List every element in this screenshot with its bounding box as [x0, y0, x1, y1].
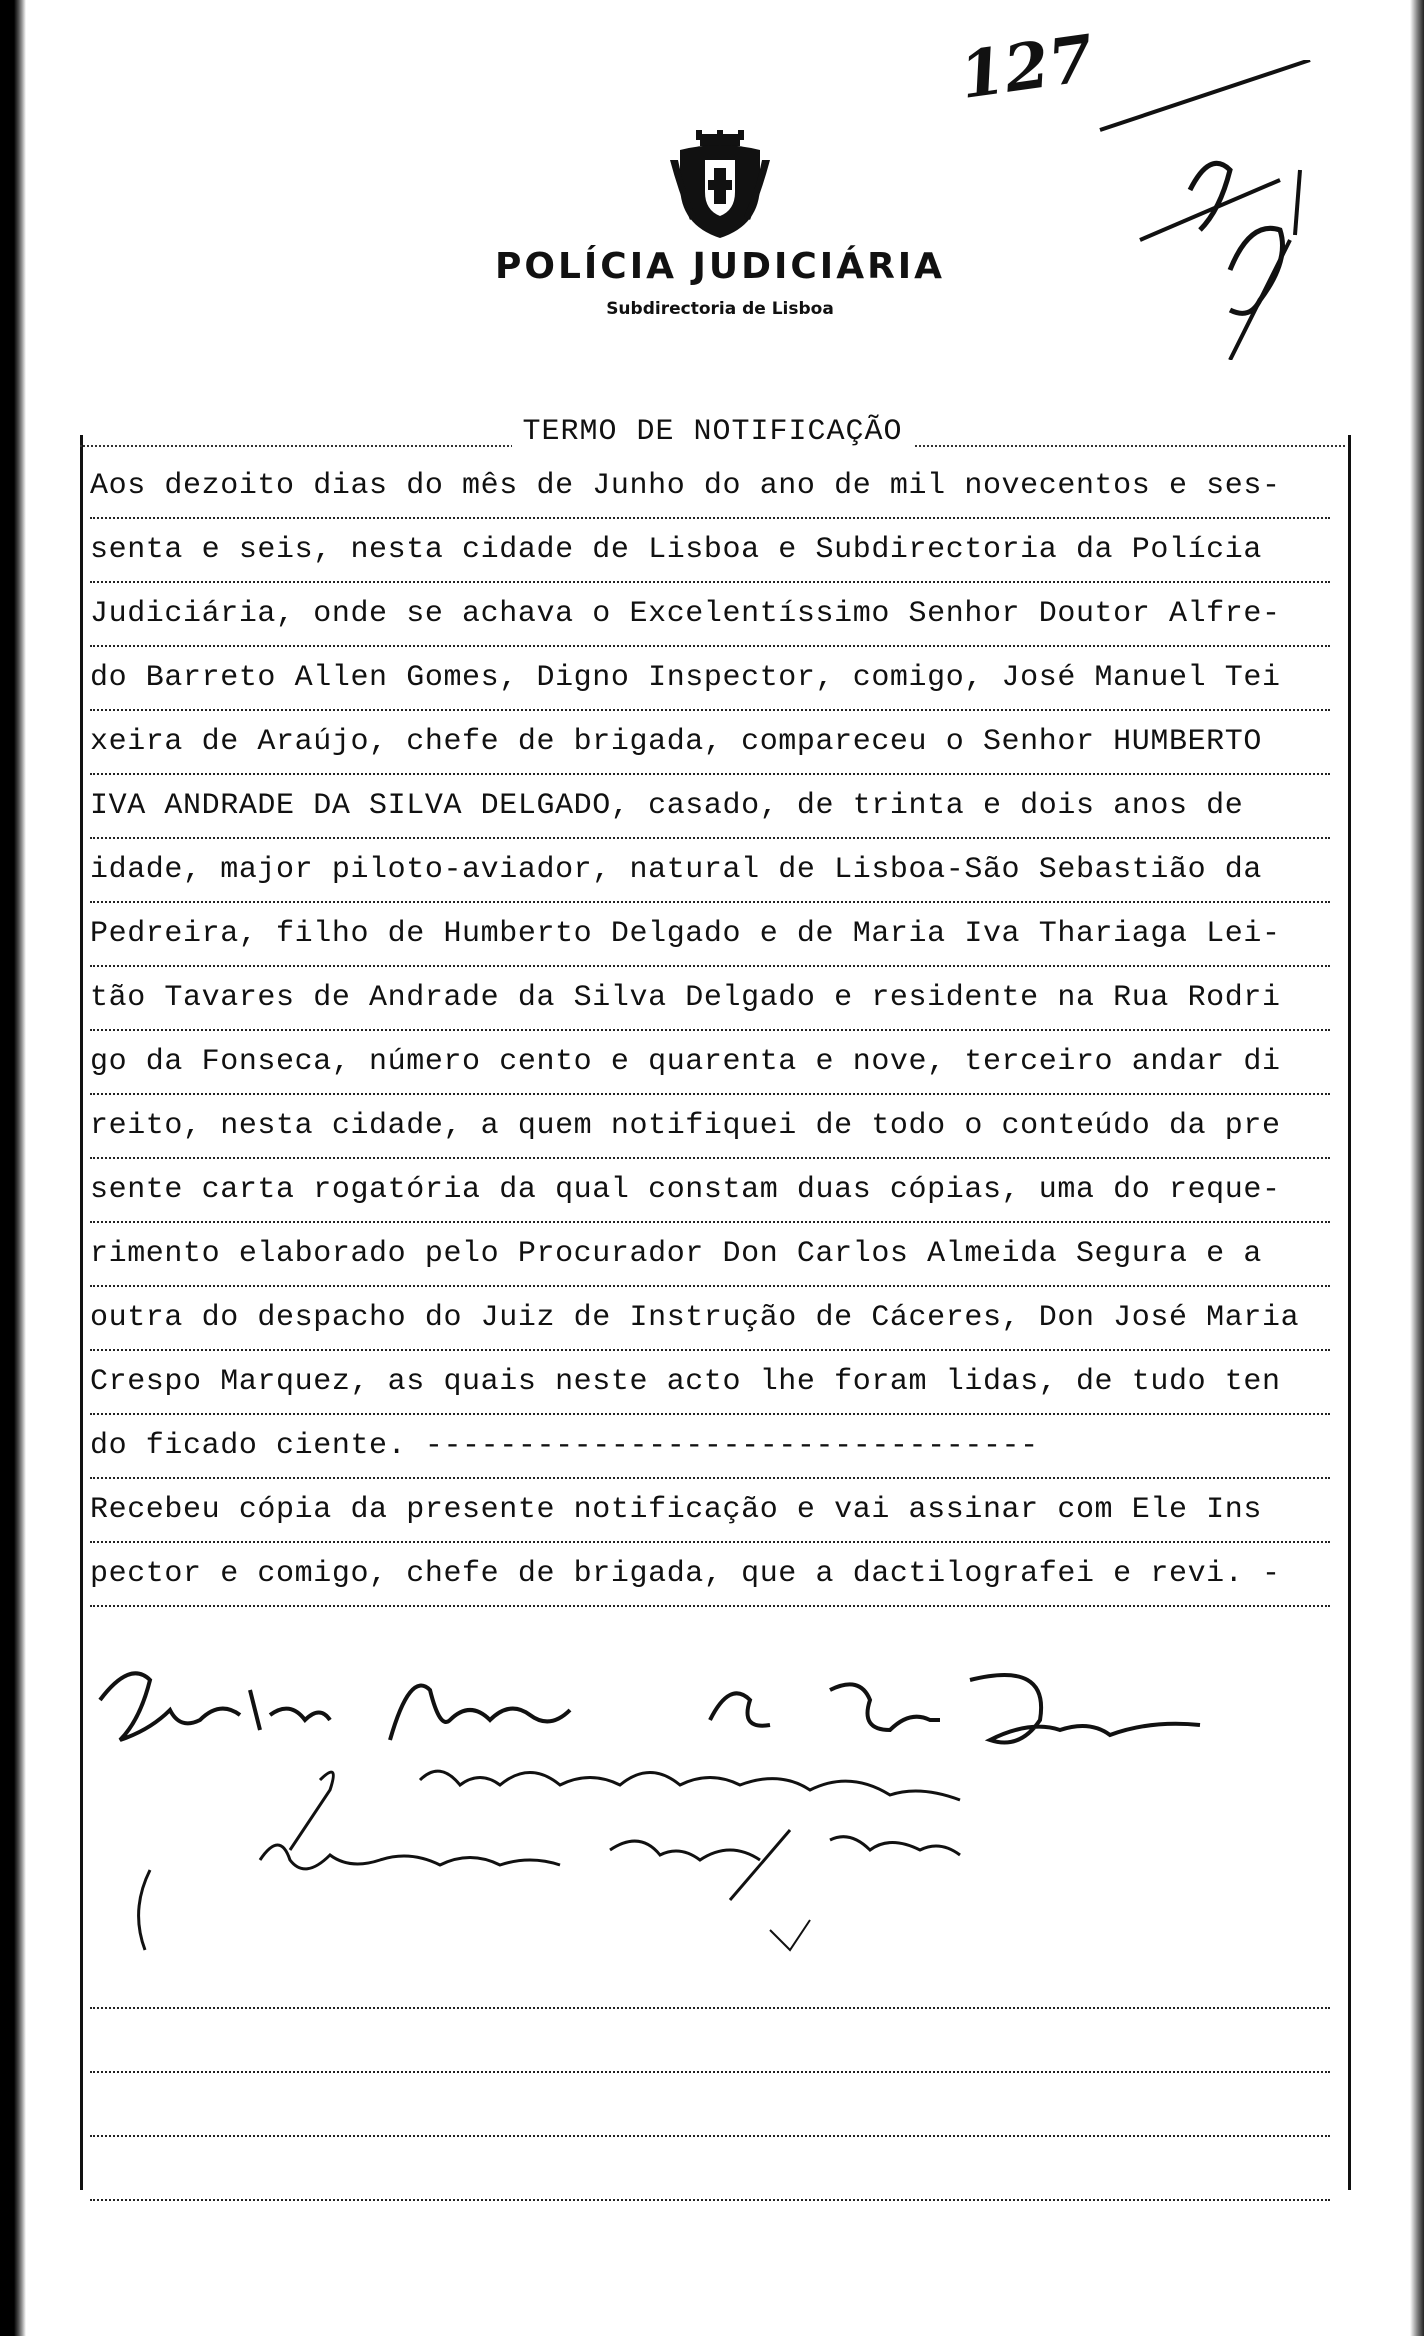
notification-body [90, 455, 1330, 1607]
body-line: idade, major piloto-aviador, natural de Lisboa-São Sebastião da [90, 839, 1330, 903]
scan-edge-left [0, 0, 26, 2336]
body-line: sente carta rogatória da qual constam duas cópias, uma do reque- [90, 1159, 1330, 1223]
handwritten-margin-annotation [1080, 60, 1340, 360]
body-line: Crespo Marquez, as quais neste acto lhe foram lidas, de tudo ten [90, 1351, 1330, 1415]
scan-edge-right [1410, 0, 1424, 2336]
coat-of-arms-emblem [670, 130, 770, 240]
body-line: do ficado ciente. --------------------------------- [90, 1415, 1330, 1479]
body-line: Aos dezoito dias do mês de Junho do ano de mil novecentos e ses- [90, 455, 1330, 519]
document-title-text: TERMO DE NOTIFICAÇÃO [512, 415, 912, 449]
blank-line [90, 1945, 1330, 2009]
blank-line [90, 2009, 1330, 2073]
blank-ruled-lines [90, 1945, 1330, 2201]
document-title [80, 415, 1345, 449]
body-line: xeira de Araújo, chefe de brigada, compareceu o Senhor HUMBERTO [90, 711, 1330, 775]
body-line: tão Tavares de Andrade da Silva Delgado e residente na Rua Rodri [90, 967, 1330, 1031]
blank-line [90, 2137, 1330, 2201]
letterhead [470, 130, 970, 319]
organization-name: POLÍCIA JUDICIÁRIA [494, 246, 946, 287]
body-line: pector e comigo, chefe de brigada, que a dactilografei e revi. - [90, 1543, 1330, 1607]
handwritten-signatures [90, 1660, 1330, 1960]
body-line: rimento elaborado pelo Procurador Don Carlos Almeida Segura e a [90, 1223, 1330, 1287]
body-line: go da Fonseca, número cento e quarenta e nove, terceiro andar di [90, 1031, 1330, 1095]
body-line: reito, nesta cidade, a quem notifiquei de todo o conteúdo da pre [90, 1095, 1330, 1159]
handwritten-page-number: 127 [955, 21, 1099, 114]
body-line: Pedreira, filho de Humberto Delgado e de Maria Iva Thariaga Lei- [90, 903, 1330, 967]
body-line: senta e seis, nesta cidade de Lisboa e Subdirectoria da Polícia [90, 519, 1330, 583]
body-line: IVA ANDRADE DA SILVA DELGADO, casado, de trinta e dois anos de [90, 775, 1330, 839]
body-line: Recebeu cópia da presente notificação e vai assinar com Ele Ins [90, 1479, 1330, 1543]
blank-line [90, 2073, 1330, 2137]
body-line: outra do despacho do Juiz de Instrução de Cáceres, Don José Maria [90, 1287, 1330, 1351]
body-line: do Barreto Allen Gomes, Digno Inspector, comigo, José Manuel Tei [90, 647, 1330, 711]
body-line: Judiciária, onde se achava o Excelentíssimo Senhor Doutor Alfre- [90, 583, 1330, 647]
organization-subdivision: Subdirectoria de Lisboa [606, 299, 834, 319]
